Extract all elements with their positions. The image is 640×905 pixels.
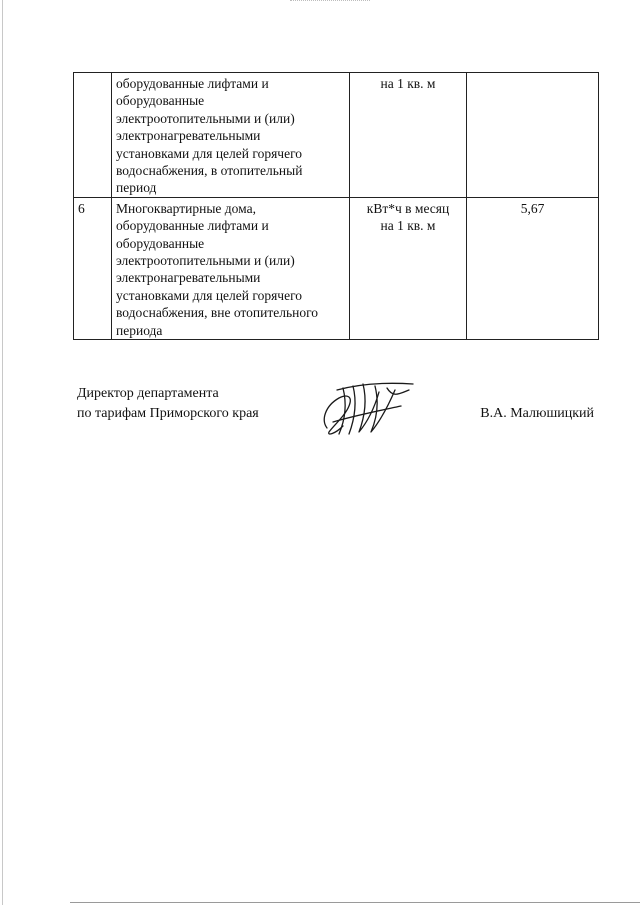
- description-line: оборудованные лифтами и: [116, 76, 269, 91]
- row-unit-cell: [350, 197, 467, 339]
- description-line: период: [116, 180, 157, 196]
- description-line: водоснабжения, в отопительный: [116, 163, 303, 179]
- unit-line: на 1 кв. м: [380, 218, 436, 234]
- description-line: оборудованные: [116, 235, 205, 251]
- signatory-name: В.А. Малюшицкий: [480, 406, 594, 421]
- signatory-title-line: по тарифам Приморского края: [77, 406, 259, 421]
- tariff-table: [73, 72, 599, 340]
- description-line: периода: [116, 322, 163, 338]
- scan-edge-artifact: [2, 0, 3, 905]
- row-description-cell: [112, 197, 350, 339]
- table-row: [74, 197, 599, 339]
- description-line: электронагревательными: [116, 270, 261, 286]
- signature-block: [73, 384, 598, 444]
- unit-line: кВт*ч в месяц: [366, 200, 450, 216]
- signatory-title: [77, 384, 259, 424]
- description-line: установками для целей горячего: [116, 287, 303, 303]
- row-number-cell: [74, 73, 112, 198]
- scan-edge-artifact: [70, 902, 640, 903]
- description-line: Многоквартирные дома,: [116, 200, 256, 216]
- table-row: [74, 73, 599, 198]
- description-line: оборудованные: [116, 93, 205, 109]
- row-description-cell: [112, 73, 350, 198]
- row-number-cell: 6: [74, 197, 112, 339]
- signatory-title-line: Директор департамента: [77, 386, 219, 401]
- row-value-cell: 5,67: [467, 197, 599, 339]
- handwritten-signature: [313, 376, 423, 440]
- row-value-cell: [467, 73, 599, 198]
- description-line: электроотопительными и (или): [116, 110, 295, 126]
- unit-line: на 1 кв. м: [380, 76, 436, 91]
- description-line: электроотопительными и (или): [116, 253, 295, 269]
- description-line: водоснабжения, вне отопительного: [116, 305, 319, 321]
- scan-top-artifact: [290, 0, 370, 4]
- description-line: оборудованные лифтами и: [116, 218, 269, 234]
- description-line: установками для целей горячего: [116, 145, 303, 161]
- row-unit-cell: [350, 73, 467, 198]
- description-line: электронагревательными: [116, 128, 261, 144]
